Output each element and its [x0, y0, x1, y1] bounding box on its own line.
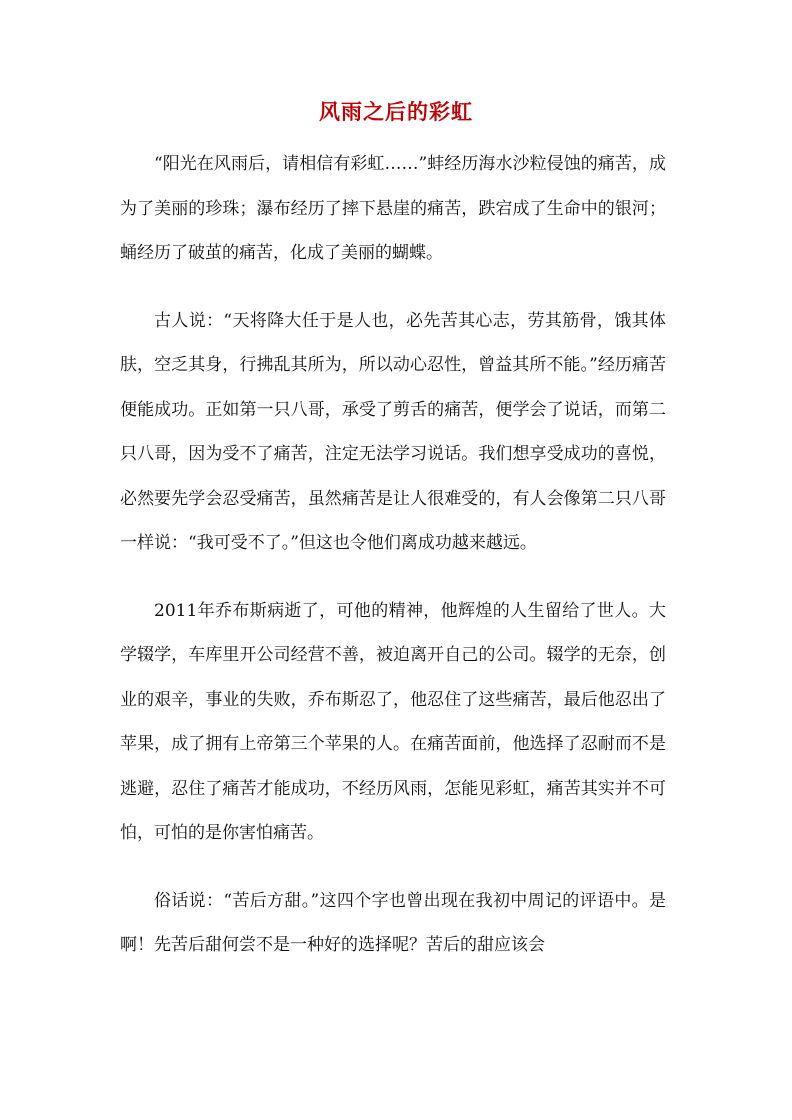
- paragraph-1: “阳光在风雨后，请相信有彩虹……”蚌经历海水沙粒侵蚀的痛苦，成为了美丽的珍珠；瀑布经历了摔下悬崖的痛苦，跌宕成了生命中的银河；蛹经历了破茧的痛苦，化成了美丽的蝴蝶。: [120, 154, 666, 263]
- paragraph-3: 2011年乔布斯病逝了，可他的精神，他辉煌的人生留给了世人。大学辍学，车库里开公司经营不善，被迫离开自己的公司。辍学的无奈，创业的艰辛，事业的失败，乔布斯忍了，他忍住了这些痛苦，最后他忍出了苹果，成了拥有上帝第三个苹果的人。在痛苦面前，他选择了忍耐而不是逃避，忍住了痛苦才能成功，不经历风雨，怎能见彩虹，痛苦其实并不可怕，可怕的是你害怕痛苦。: [120, 600, 666, 843]
- document-title: 风雨之后的彩虹: [319, 99, 473, 124]
- paragraph-4: 俗话说：“苦后方甜。”这四个字也曾出现在我初中周记的评语中。是啊！先苦后甜何尝不是一种好的选择呢？苦后的甜应该会: [120, 890, 666, 955]
- paragraph-2: 古人说：“天将降大任于是人也，必先苦其心志，劳其筋骨，饿其体肤，空乏其身，行拂乱其所为，所以动心忍性，曾益其所不能。”经历痛苦便能成功。正如第一只八哥，承受了剪舌的痛苦，便学会了说话，而第二只八哥，因为受不了痛苦，注定无法学习说话。我们想享受成功的喜悦，必然要先学会忍受痛苦，虽然痛苦是让人很难受的，有人会像第二只八哥一样说：“我可受不了。”但这也令他们离成功越来越远。: [120, 310, 666, 553]
- document-body: [120, 142, 666, 991]
